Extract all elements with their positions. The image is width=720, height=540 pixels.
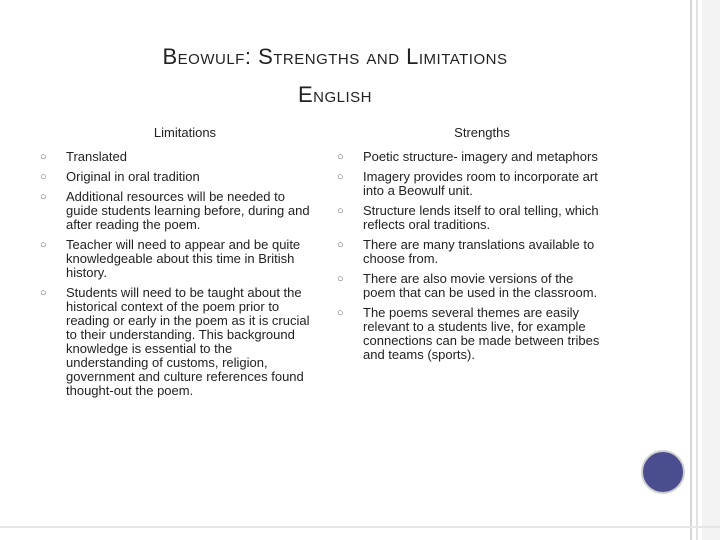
list-item-text: The poems several themes are easily relevant to a students live, for example connections can be made between tribes and teams (sports). (363, 305, 600, 362)
frame-line (690, 0, 692, 540)
list-item (40, 170, 310, 184)
list-item-text: There are many translations available to choose from. (363, 237, 595, 266)
list-item (40, 190, 310, 232)
list-item (337, 170, 607, 198)
list-item-text: Students will need to be taught about the historical context of the poem prior to reading or early in the poem as it is crucial to their understanding. This background knowledge is essential to the understanding of customs, religion, government and culture references found thought-out the poem. (66, 285, 310, 398)
bullet-icon: ○ (40, 191, 47, 203)
list-item-text: Imagery provides room to incorporate art into a Beowulf unit. (363, 169, 598, 198)
decorative-circle (641, 450, 685, 494)
frame-band (702, 0, 720, 540)
list-item (40, 238, 310, 280)
bullet-icon: ○ (40, 151, 47, 163)
list-item-text: Structure lends itself to oral telling, which reflects oral traditions. (363, 203, 599, 232)
frame-line (0, 526, 720, 528)
bullet-icon: ○ (337, 273, 344, 285)
list-item-text: Original in oral tradition (66, 169, 200, 184)
limitations-column (40, 126, 310, 404)
bullet-icon: ○ (40, 287, 47, 299)
strengths-column (337, 126, 607, 368)
list-item-text: Poetic structure- imagery and metaphors (363, 149, 598, 164)
list-item (337, 306, 607, 362)
frame-line (696, 0, 698, 540)
list-item (337, 272, 607, 300)
slide-title (40, 38, 630, 114)
bullet-icon: ○ (40, 171, 47, 183)
list-item (337, 150, 607, 164)
limitations-heading: Limitations (153, 125, 217, 140)
bullet-icon: ○ (337, 171, 344, 183)
bullet-icon: ○ (337, 239, 344, 251)
bullet-icon: ○ (337, 151, 344, 163)
bullet-icon: ○ (337, 205, 344, 217)
list-item-text: Additional resources will be needed to guide students learning before, during and after reading the poem. (66, 189, 310, 232)
list-item-text: Teacher will need to appear and be quite knowledgeable about this time in British history. (66, 237, 301, 280)
list-item (40, 150, 310, 164)
bullet-icon: ○ (40, 239, 47, 251)
list-item (40, 286, 310, 398)
list-item (337, 238, 607, 266)
strengths-heading: Strengths (454, 125, 510, 140)
bullet-icon: ○ (337, 307, 344, 319)
list-item-text: There are also movie versions of the poem that can be used in the classroom. (363, 271, 598, 300)
list-item-text: Translated (66, 149, 127, 164)
strengths-list (337, 150, 607, 362)
limitations-list (40, 150, 310, 398)
title-line-1: Beowulf: Strengths and Limitations (162, 44, 508, 69)
list-item (337, 204, 607, 232)
title-line-2: English (297, 82, 373, 107)
